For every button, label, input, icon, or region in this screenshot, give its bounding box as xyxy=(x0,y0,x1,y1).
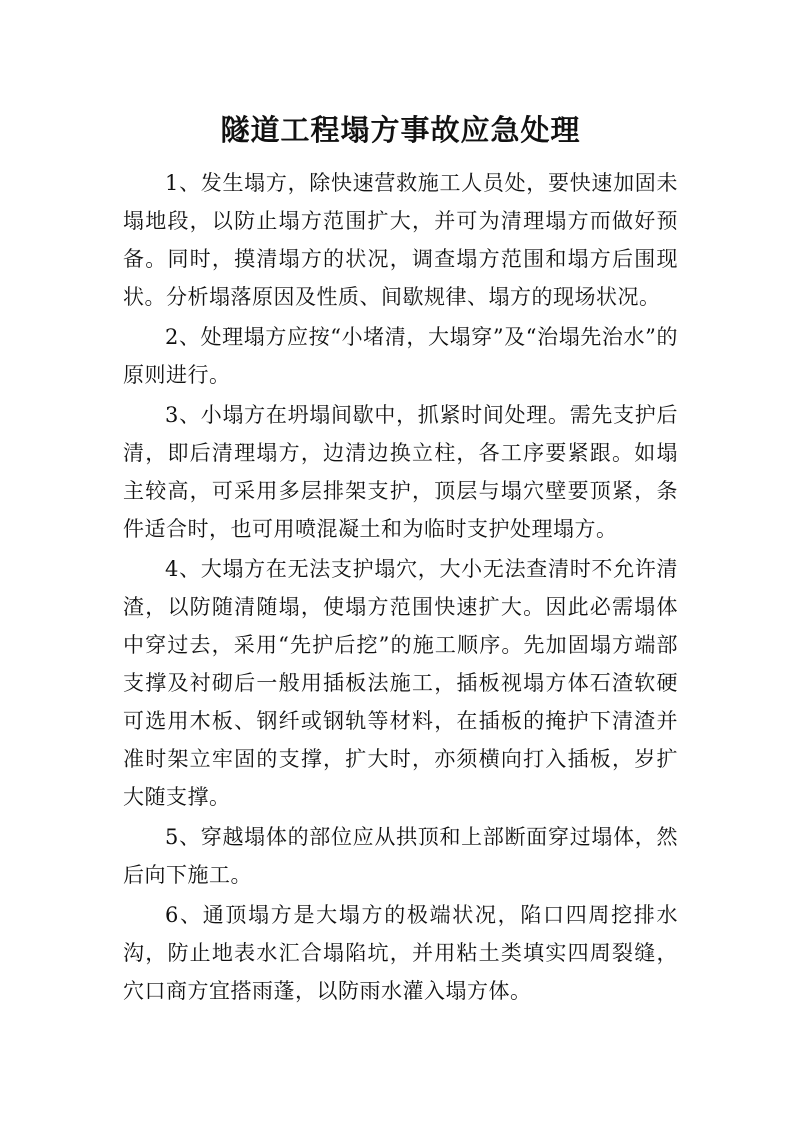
document-page xyxy=(123,100,678,1012)
paragraph-4: 4、大塌方在无法支护塌穴，大小无法查清时不允许清渣，以防随清随塌，使塌方范围快速扩大。因此必需塌体中穿过去，采用“先护后挖”的施工顺序。先加固塌方端部支撑及衬砌后一般用插板法施工，插板视塌方体石渣软硬可选用木板、钢纤或钢轨等材料，在插板的掩护下清渣并准时架立牢固的支撑，扩大时，亦须横向打入插板，岁扩大随支撑。 xyxy=(123,557,678,809)
paragraph-2: 2、处理塌方应按“小堵清，大塌穿”及“治塌先治水”的原则进行。 xyxy=(123,325,678,387)
paragraph-6: 6、通顶塌方是大塌方的极端状况，陷口四周挖排水沟，防止地表水汇合塌陷坑，并用粘土类填实四周裂缝，穴口商方宜搭雨蓬，以防雨水灌入塌方体。 xyxy=(123,903,678,1003)
paragraph-3: 3、小塌方在坍塌间歇中，抓紧时间处理。需先支护后清，即后清理塌方，边清边换立柱，各工序要紧跟。如塌主较高，可采用多层排架支护，顶层与塌穴壁要顶紧，条件适合时，也可用喷混凝土和为临时支护处理塌方。 xyxy=(123,403,678,541)
document-title: 隧道工程塌方事故应急处理 xyxy=(220,113,581,147)
paragraph-5: 5、穿越塌体的部位应从拱顶和上部断面穿过塌体，然后向下施工。 xyxy=(123,825,678,887)
paragraph-1: 1、发生塌方，除快速营救施工人员处，要快速加固未塌地段，以防止塌方范围扩大，并可为清理塌方而做好预备。同时，摸清塌方的状况，调查塌方范围和塌方后围现状。分析塌落原因及性质、间歇规律、塌方的现场状况。 xyxy=(123,171,678,309)
